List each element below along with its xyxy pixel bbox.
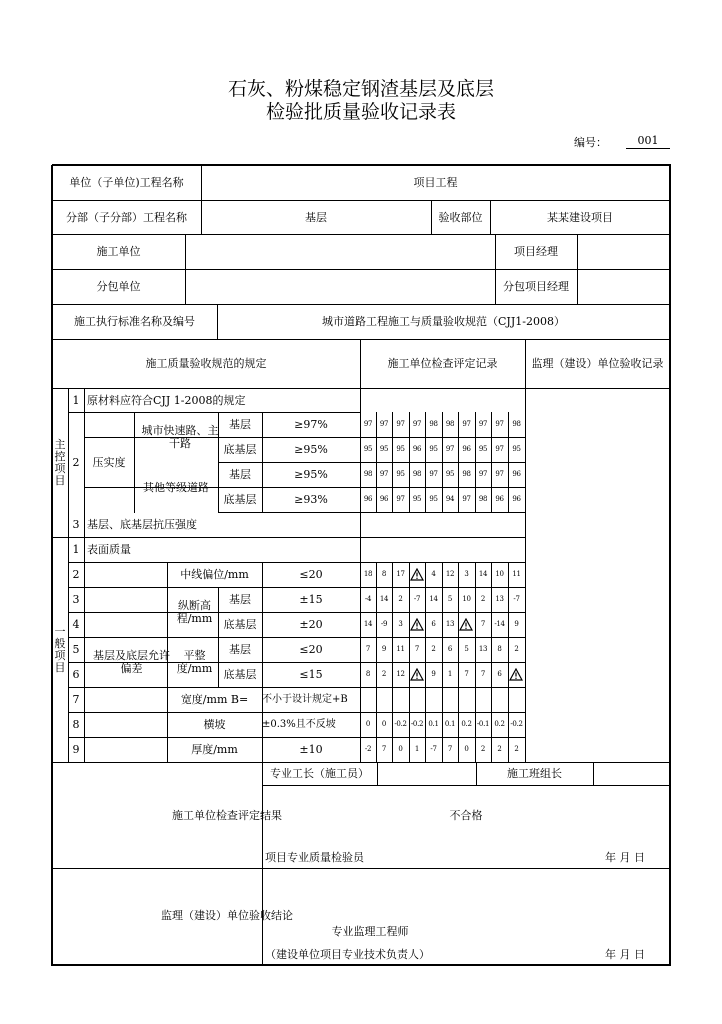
general-value [392, 687, 409, 712]
sub-project-label: 分部（子分部）工程名称 [66, 210, 187, 224]
general-req: ≤20 [299, 643, 323, 656]
general-value: 2 [480, 595, 486, 603]
warning-triangle-icon [459, 618, 473, 631]
general-row-no: 2 [72, 568, 80, 581]
main-control-label: 主控项目 [54, 437, 66, 487]
compaction-layer: 基层 [229, 418, 251, 431]
subcontract-label: 分包单位 [96, 280, 141, 293]
general-value [458, 687, 475, 712]
general-req: ±20 [299, 618, 323, 631]
compaction-value: 97 [462, 495, 471, 503]
construct-unit-label: 施工单位 [96, 245, 141, 258]
table-rule [577, 234, 578, 305]
general-item: 宽度/mm B= [180, 693, 249, 706]
general-value: 12 [445, 570, 455, 578]
general-value [360, 687, 376, 712]
title-line2: 检验批质量验收记录表 [265, 101, 456, 123]
general-value: -2 [364, 745, 372, 753]
compaction-value: 95 [363, 445, 373, 453]
compaction-value: 95 [478, 445, 488, 453]
foreman-label: 专业工长（施工员） [270, 767, 369, 780]
pm-label: 项目经理 [514, 245, 558, 258]
general-value: 7 [480, 620, 486, 628]
general-value: -0.2 [510, 720, 523, 728]
general-row-no: 6 [72, 668, 80, 681]
compaction-value: 97 [445, 445, 455, 453]
general-value: 1 [447, 670, 453, 678]
general-value: 0.1 [444, 720, 456, 728]
compaction-value: 96 [512, 495, 521, 503]
title-line1: 石灰、粉煤稳定钢渣基层及底层 [227, 78, 494, 100]
general-req: ±10 [299, 743, 323, 756]
self-check-header: 施工单位检查评定记录 [387, 357, 498, 370]
compaction-value: 97 [396, 495, 405, 503]
warning-triangle-icon [509, 668, 523, 681]
table-rule [262, 785, 671, 786]
compaction-value: 97 [429, 470, 438, 478]
general-value: 11 [396, 645, 405, 653]
elevation-label: 纵断高程/mm [176, 599, 213, 625]
general-req: 不小于设计规定+B [262, 694, 348, 705]
general-value: -7 [413, 595, 421, 603]
inspector-label: 项目专业质量检验员 [265, 850, 364, 864]
general-value: 7 [381, 745, 387, 753]
general-item1-text: 表面质量 [87, 543, 131, 556]
compaction-value: 98 [363, 470, 373, 478]
general-value [475, 687, 491, 712]
compaction-value: 97 [495, 420, 504, 428]
general-value: 13 [495, 595, 504, 603]
accept-part-value: 某某建设项目 [547, 210, 613, 224]
general-value: 18 [363, 570, 373, 578]
number-label: 编号： [574, 136, 607, 149]
compaction-value: 94 [445, 495, 455, 503]
general-value: 14 [478, 570, 488, 578]
general-value: -7 [513, 595, 520, 603]
general-value: 2 [381, 670, 387, 678]
general-value [508, 687, 525, 712]
compaction-value: 97 [462, 420, 471, 428]
compaction-value: 95 [412, 495, 422, 503]
compaction-value: 95 [396, 470, 405, 478]
general-value: 2 [497, 745, 502, 753]
compaction-value: 96 [412, 445, 422, 453]
general-item: 中线偏位/mm [180, 568, 249, 581]
general-req: ≤15 [299, 668, 323, 681]
sup-label: 监理（建设）单位验收结论 [161, 908, 293, 922]
compaction-value: 97 [363, 420, 373, 428]
main-item2-no: 2 [72, 455, 80, 469]
compaction-label: 压实度 [92, 455, 126, 469]
general-value: -7 [430, 745, 437, 753]
standard-label: 施工执行标准名称及编号 [74, 315, 195, 328]
general-value: 8 [497, 645, 502, 653]
general-value: 1 [414, 745, 420, 753]
general-value: 5 [464, 645, 469, 653]
general-value: 0.2 [461, 720, 472, 728]
general-value: 14 [379, 595, 389, 603]
table-rule [525, 339, 526, 763]
tolerance-label: 基层及底层允许偏差 [93, 649, 170, 675]
general-value: 7 [414, 645, 420, 653]
compaction-value: 98 [412, 470, 422, 478]
unit-project-value: 项目工程 [413, 176, 458, 189]
general-value: 3 [398, 620, 403, 628]
compaction-value: 97 [379, 470, 389, 478]
general-value: 9 [514, 620, 519, 628]
compaction-value: 96 [462, 445, 471, 453]
general-value: 5 [447, 595, 453, 603]
general-row-no: 3 [72, 593, 80, 606]
general-req: ±15 [299, 593, 323, 606]
general-value: 3 [464, 570, 469, 578]
compaction-value: 96 [512, 470, 521, 478]
compaction-value: 97 [478, 420, 488, 428]
compaction-value: 98 [445, 420, 455, 428]
compaction-value: 95 [445, 470, 455, 478]
compaction-value: 97 [495, 470, 504, 478]
general-value: 2 [480, 745, 486, 753]
compaction-value: 95 [429, 445, 438, 453]
general-row-no: 9 [72, 743, 80, 756]
general-value: 13 [478, 645, 488, 653]
compaction-value: 97 [478, 470, 488, 478]
general-req: ≤20 [299, 568, 323, 581]
main-item3-text: 基层、底基层抗压强度 [87, 518, 197, 531]
general-row-no: 8 [72, 718, 80, 731]
warning-triangle-icon [410, 618, 424, 631]
general-value: 6 [497, 670, 502, 678]
compaction-value: 96 [495, 495, 504, 503]
compaction-value: 95 [512, 445, 521, 453]
general-item: 厚度/mm [191, 743, 238, 756]
general-value: 12 [396, 670, 405, 678]
team-leader-label: 施工班组长 [507, 767, 562, 780]
compaction-value: 97 [495, 445, 504, 453]
compaction-value: 98 [429, 420, 438, 428]
main-item1-text: 原材料应符合CJJ 1-2008的规定 [87, 393, 246, 407]
general-value: 0 [381, 720, 387, 728]
compaction-value: 95 [429, 495, 438, 503]
general-value: 10 [495, 570, 504, 578]
compaction-value: 98 [512, 420, 521, 428]
compaction-req: ≥93% [294, 493, 328, 506]
general-value: 2 [431, 645, 436, 653]
general-value: 9 [381, 645, 387, 653]
general-value: -14 [494, 620, 505, 628]
general-value: 0.1 [428, 720, 439, 728]
compaction-value: 97 [412, 420, 422, 428]
general-value [425, 687, 442, 712]
unit-project-label: 单位（子单位)工程名称 [69, 176, 184, 189]
table-rule [185, 234, 186, 305]
general-row-no: 5 [72, 643, 80, 656]
sub-project-value: 基层 [305, 210, 327, 224]
general-value: -0.2 [410, 720, 424, 728]
general-item1-no: 1 [72, 543, 80, 556]
general-value: 14 [363, 620, 373, 628]
general-value: 7 [447, 745, 453, 753]
general-value: 2 [398, 595, 403, 603]
general-value: 13 [445, 620, 455, 628]
compaction-req: ≥97% [294, 418, 328, 431]
main-item1-no: 1 [72, 393, 80, 407]
compaction-value: 95 [396, 445, 405, 453]
sub-pm-label: 分包项目经理 [503, 280, 569, 293]
general-value: 7 [480, 670, 486, 678]
eval-label: 施工单位检查评定结果 [172, 808, 282, 822]
compaction-req: ≥95% [294, 443, 328, 456]
compaction-value: 96 [363, 495, 373, 503]
compaction-value: 97 [396, 420, 405, 428]
general-layer: 基层 [229, 643, 251, 656]
general-value: 0.2 [494, 720, 505, 728]
general-value: 2 [514, 745, 519, 753]
general-layer: 底基层 [223, 668, 257, 681]
compaction-value: 98 [478, 495, 488, 503]
general-value: 7 [464, 670, 469, 678]
compaction-layer: 底基层 [223, 443, 257, 456]
number-value: 001 [626, 134, 670, 149]
date-label2: 年 月 日 [605, 947, 645, 961]
general-req: ±0.3%且不反坡 [262, 719, 336, 730]
general-value [376, 687, 392, 712]
general-value: 2 [514, 645, 519, 653]
general-value: 8 [381, 570, 387, 578]
table-rule [593, 762, 594, 786]
general-value [442, 687, 458, 712]
compaction-value: 98 [462, 470, 471, 478]
compaction-layer: 底基层 [223, 493, 257, 506]
compaction-value: 95 [379, 445, 389, 453]
sup-engineer: 专业监理工程师 [331, 924, 409, 938]
general-row-no: 7 [72, 693, 80, 706]
general-value: 0 [398, 745, 403, 753]
road-other-label: 其他等级道路 [143, 480, 209, 494]
general-value [491, 687, 508, 712]
general-value: 9 [431, 670, 436, 678]
general-value: -4 [364, 595, 372, 603]
compaction-value: 96 [379, 495, 389, 503]
warning-triangle-icon [410, 668, 424, 681]
general-value [409, 687, 425, 712]
date-label: 年 月 日 [605, 850, 645, 864]
general-value: 14 [429, 595, 438, 603]
sup-owner: （建设单位项目专业技术负责人） [265, 947, 430, 961]
table-rule [377, 762, 378, 786]
general-value: 7 [365, 645, 371, 653]
general-value: 0 [365, 720, 371, 728]
general-layer: 基层 [229, 593, 251, 606]
eval-result: 不合格 [449, 808, 483, 822]
general-value: 10 [462, 595, 471, 603]
general-value: 4 [431, 570, 436, 578]
general-value: 6 [447, 645, 453, 653]
general-value: -0.1 [476, 720, 490, 728]
general-value: 6 [431, 620, 436, 628]
main-item3-no: 3 [72, 518, 80, 531]
compaction-value: 97 [379, 420, 389, 428]
general-value: 11 [512, 570, 521, 578]
accept-part-label: 验收部位 [438, 210, 483, 224]
general-label: 一般项目 [54, 624, 66, 674]
road-fast-label: 城市快速路、主干路 [141, 424, 219, 450]
supervisor-header: 监理（建设）单位验收记录 [531, 357, 664, 370]
table-rule [52, 868, 671, 869]
general-value: 0 [464, 745, 469, 753]
compaction-req: ≥95% [294, 468, 328, 481]
general-layer: 底基层 [223, 618, 257, 631]
general-value: 8 [365, 670, 371, 678]
general-item: 横坡 [203, 718, 226, 731]
general-value: 17 [396, 570, 405, 578]
warning-triangle-icon [410, 568, 424, 581]
general-value: -9 [380, 620, 388, 628]
general-value: -0.2 [394, 720, 407, 728]
standard-value: 城市道路工程施工与质量验收规范（CJJ1-2008） [322, 315, 565, 328]
flatness-label: 平整度/mm [176, 649, 213, 675]
compaction-layer: 基层 [229, 468, 251, 481]
general-row-no: 4 [72, 618, 80, 631]
spec-header: 施工质量验收规范的规定 [145, 357, 267, 370]
